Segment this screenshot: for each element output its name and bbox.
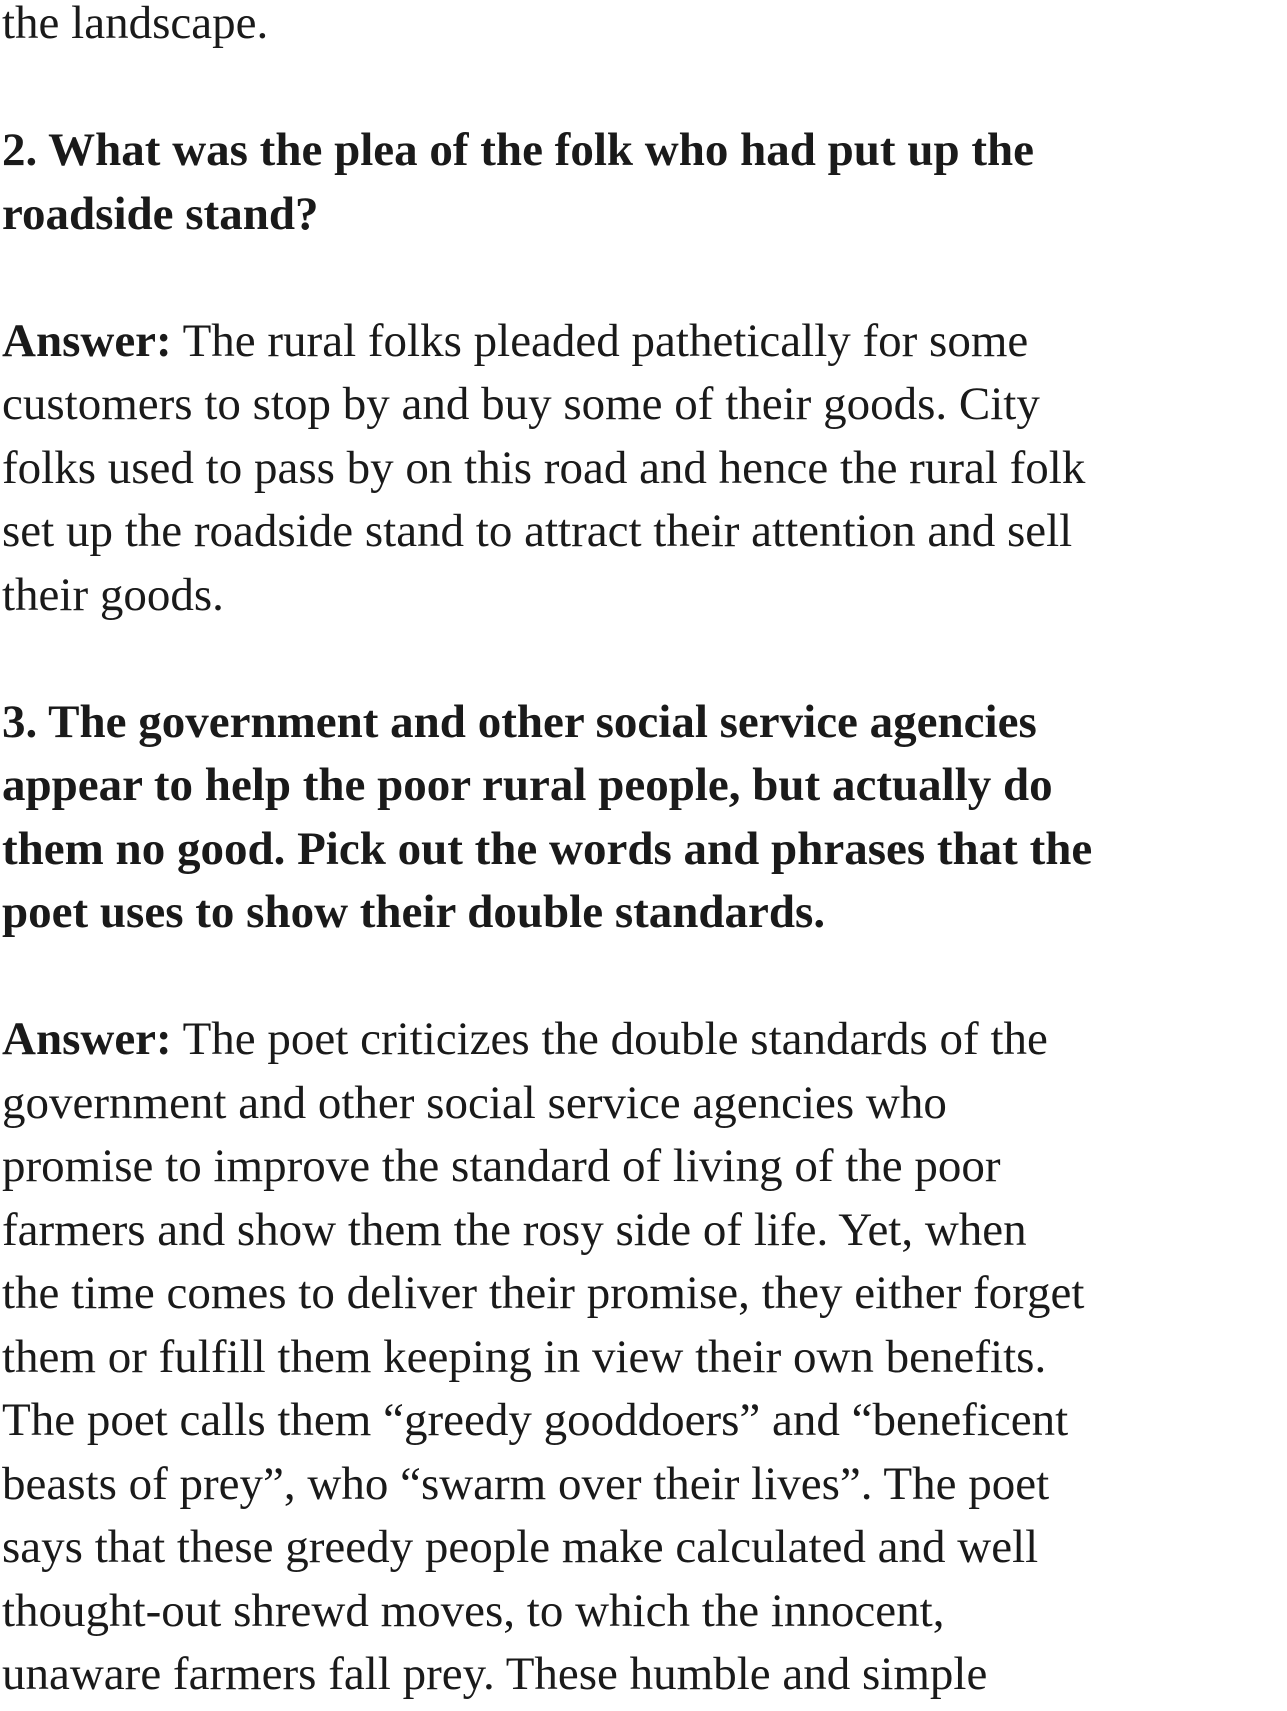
text-line: promise to improve the standard of living of the poor [2, 1140, 1001, 1192]
paragraph-gap [2, 56, 1280, 120]
answer-label: Answer: [2, 314, 172, 367]
question-line: 3. The government and other social service agencies [2, 695, 1037, 748]
question-line: appear to help the poor rural people, but actually do [2, 759, 1053, 811]
question-3 [2, 691, 1280, 945]
text-line: customers to stop by and buy some of their goods. City [2, 378, 1040, 430]
text-line: government and other social service agencies who [2, 1076, 947, 1129]
text-line: says that these greedy people make calculated and well [2, 1521, 1039, 1573]
text-line: their goods. [2, 568, 224, 621]
text-line: thought-out shrewd moves, to which the innocent, [2, 1584, 945, 1637]
answer-2 [2, 310, 1280, 628]
text-line: the time comes to deliver their promise, they either forget [2, 1267, 1085, 1319]
text-line: beasts of prey”, who “swarm over their lives”. The poet [2, 1457, 1050, 1510]
question-2 [2, 119, 1280, 246]
intro-paragraph [2, 0, 1280, 56]
question-line: 2. What was the plea of the folk who had put up the [2, 124, 1035, 176]
answer-text: The poet criticizes the double standards of the [171, 1013, 1048, 1065]
text-line: The poet calls them “greedy gooddoers” and “beneficent [2, 1394, 1069, 1446]
text-line: them or fulfill them keeping in view their own benefits. [2, 1330, 1047, 1383]
text-line: folks used to pass by on this road and hence the rural folk [2, 441, 1086, 494]
text-line: farmers and show them the rosy side of life. Yet, when [2, 1203, 1027, 1256]
text-line: unaware farmers fall prey. These humble and simple [2, 1648, 988, 1700]
question-line: roadside stand? [2, 187, 319, 240]
paragraph-gap [2, 627, 1280, 691]
answer-first-line [2, 1008, 1280, 1072]
document-page [2, 0, 1280, 1707]
answer-first-line [2, 310, 1280, 374]
paragraph-gap [2, 945, 1280, 1009]
question-line: poet uses to show their double standards. [2, 886, 826, 938]
text-line: set up the roadside stand to attract their attention and sell [2, 505, 1073, 557]
question-line: them no good. Pick out the words and phrases that the [2, 822, 1093, 875]
text-line: the landscape. [2, 0, 269, 49]
answer-text: The rural folks pleaded pathetically for some [171, 314, 1029, 367]
paragraph-gap [2, 246, 1280, 310]
answer-3 [2, 1008, 1280, 1707]
answer-label: Answer: [2, 1013, 172, 1065]
